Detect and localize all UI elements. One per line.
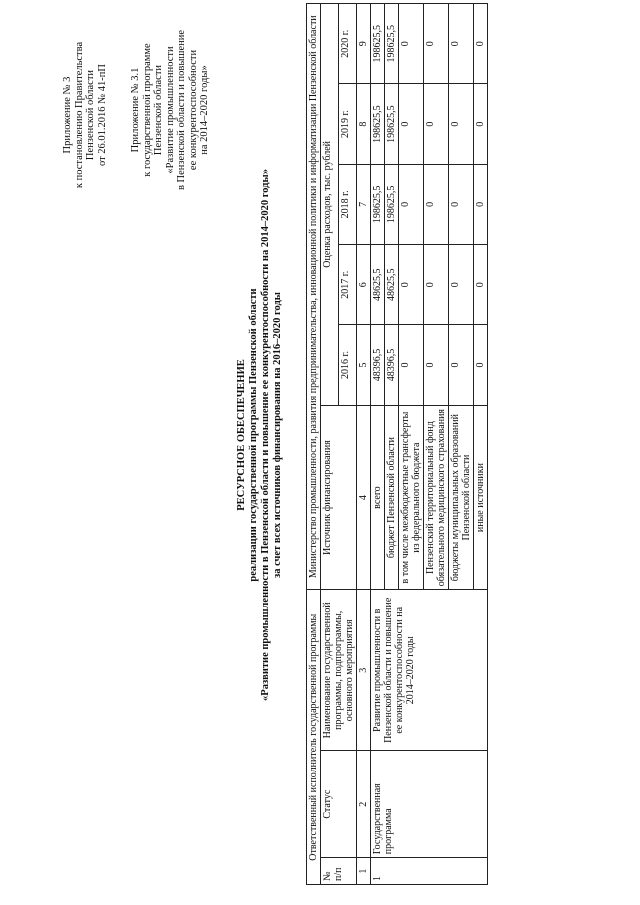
ministry-cell: Министерство промышленности, развития предпринимательства, инновационной политики и информатизации Пензенской области xyxy=(307,4,321,590)
value-cell: 48625,5 xyxy=(371,245,385,325)
value-cell: 0 xyxy=(399,84,424,164)
value-cell: 0 xyxy=(474,84,488,164)
appendix-line: на 2014–2020 годы» xyxy=(199,65,210,155)
index-cell: 4 xyxy=(357,405,371,590)
resource-table xyxy=(306,3,488,885)
value-cell: 48396,5 xyxy=(385,325,399,405)
value-cell: 0 xyxy=(399,245,424,325)
value-cell: 198625,5 xyxy=(371,84,385,164)
index-cell: 3 xyxy=(357,590,371,751)
appendix-line: от 26.01.2016 № 41-пП xyxy=(96,63,108,167)
value-cell: 0 xyxy=(474,325,488,405)
index-cell: 6 xyxy=(357,245,371,325)
heading-line: за счет всех источников финансирования на 2016–2020 годы xyxy=(272,291,283,579)
source-cell: всего xyxy=(371,405,385,590)
source-cell: иные источники xyxy=(474,405,488,590)
value-cell: 198625,5 xyxy=(371,164,385,244)
source-header: Источник финансирования xyxy=(321,405,357,590)
appendix-line: Пензенской области xyxy=(153,64,164,156)
expenses-header: Оценка расходов, тыс. рублей xyxy=(321,4,339,406)
year-header: 2016 г. xyxy=(339,325,357,405)
source-cell: бюджеты муниципальных образований Пензенской области xyxy=(449,405,474,590)
program-name-cell: Развитие промышленности в Пензенской области и повышение ее конкурентоспособности на 2014–2020 годы xyxy=(371,590,488,751)
document-heading xyxy=(236,85,284,785)
source-cell: бюджет Пензенской области xyxy=(385,405,399,590)
appendix-3-block xyxy=(62,25,108,205)
status-header: Статус xyxy=(321,751,357,858)
value-cell: 0 xyxy=(449,4,474,84)
row-number-cell: 1 xyxy=(371,858,488,885)
heading-line: реализации государственной программы Пензенской области xyxy=(248,288,259,582)
value-cell: 0 xyxy=(424,4,449,84)
value-cell: 48396,5 xyxy=(371,325,385,405)
value-cell: 0 xyxy=(449,245,474,325)
year-header: 2019 г. xyxy=(339,84,357,164)
appendix-line: Пензенской области xyxy=(85,69,96,161)
value-cell: 0 xyxy=(399,164,424,244)
num-header: № п/п xyxy=(321,858,357,885)
value-cell: 0 xyxy=(449,84,474,164)
status-cell: Государственная программа xyxy=(371,751,488,858)
value-cell: 0 xyxy=(474,245,488,325)
index-cell: 5 xyxy=(357,325,371,405)
value-cell: 0 xyxy=(424,84,449,164)
name-header: Наименование государственной программы, подпрограммы, основного мероприятия xyxy=(321,590,357,751)
appendix-line: к постановлению Правительства xyxy=(73,41,85,189)
value-cell: 0 xyxy=(449,325,474,405)
value-cell: 198625,5 xyxy=(385,84,399,164)
executor-row xyxy=(307,4,321,885)
value-cell: 0 xyxy=(399,4,424,84)
source-cell: в том числе межбюджетные трансферты из федерального бюджета xyxy=(399,405,424,590)
value-cell: 48625,5 xyxy=(385,245,399,325)
index-cell: 9 xyxy=(357,4,371,84)
year-header: 2017 г. xyxy=(339,245,357,325)
value-cell: 198625,5 xyxy=(371,4,385,84)
heading-line: «Развитие промышленности в Пензенской области и повышение ее конкурентоспособности на 2014–2020 годы» xyxy=(260,169,271,701)
header-row xyxy=(321,4,339,885)
source-cell: Пензенский территориальный фонд обязательного медицинского страхования xyxy=(424,405,449,590)
appendix-line: «Развитие промышленности xyxy=(164,46,176,174)
index-cell: 1 xyxy=(357,858,371,885)
value-cell: 0 xyxy=(399,325,424,405)
appendix-line: ее конкурентоспособности xyxy=(187,49,199,171)
appendix-line: Приложение № 3 xyxy=(62,76,73,154)
appendix-line: Приложение № 3.1 xyxy=(130,67,141,153)
value-cell: 0 xyxy=(474,4,488,84)
year-header: 2018 г. xyxy=(339,164,357,244)
year-header: 2020 г. xyxy=(339,4,357,84)
index-cell: 8 xyxy=(357,84,371,164)
value-cell: 0 xyxy=(474,164,488,244)
appendix-line: в Пензенской области и повышение xyxy=(176,29,187,191)
value-cell: 0 xyxy=(424,325,449,405)
table-row xyxy=(371,4,385,885)
value-cell: 0 xyxy=(449,164,474,244)
value-cell: 0 xyxy=(424,245,449,325)
index-row xyxy=(357,4,371,885)
executor-header-cell: Ответственный исполнитель государственной программы xyxy=(307,590,321,885)
index-cell: 2 xyxy=(357,751,371,858)
value-cell: 0 xyxy=(424,164,449,244)
heading-title: РЕСУРСНОЕ ОБЕСПЕЧЕНИЕ xyxy=(236,359,247,511)
value-cell: 198625,5 xyxy=(385,164,399,244)
appendix-3-1-block xyxy=(130,15,211,205)
value-cell: 198625,5 xyxy=(385,4,399,84)
appendix-line: к государственной программе xyxy=(141,43,153,177)
index-cell: 7 xyxy=(357,164,371,244)
